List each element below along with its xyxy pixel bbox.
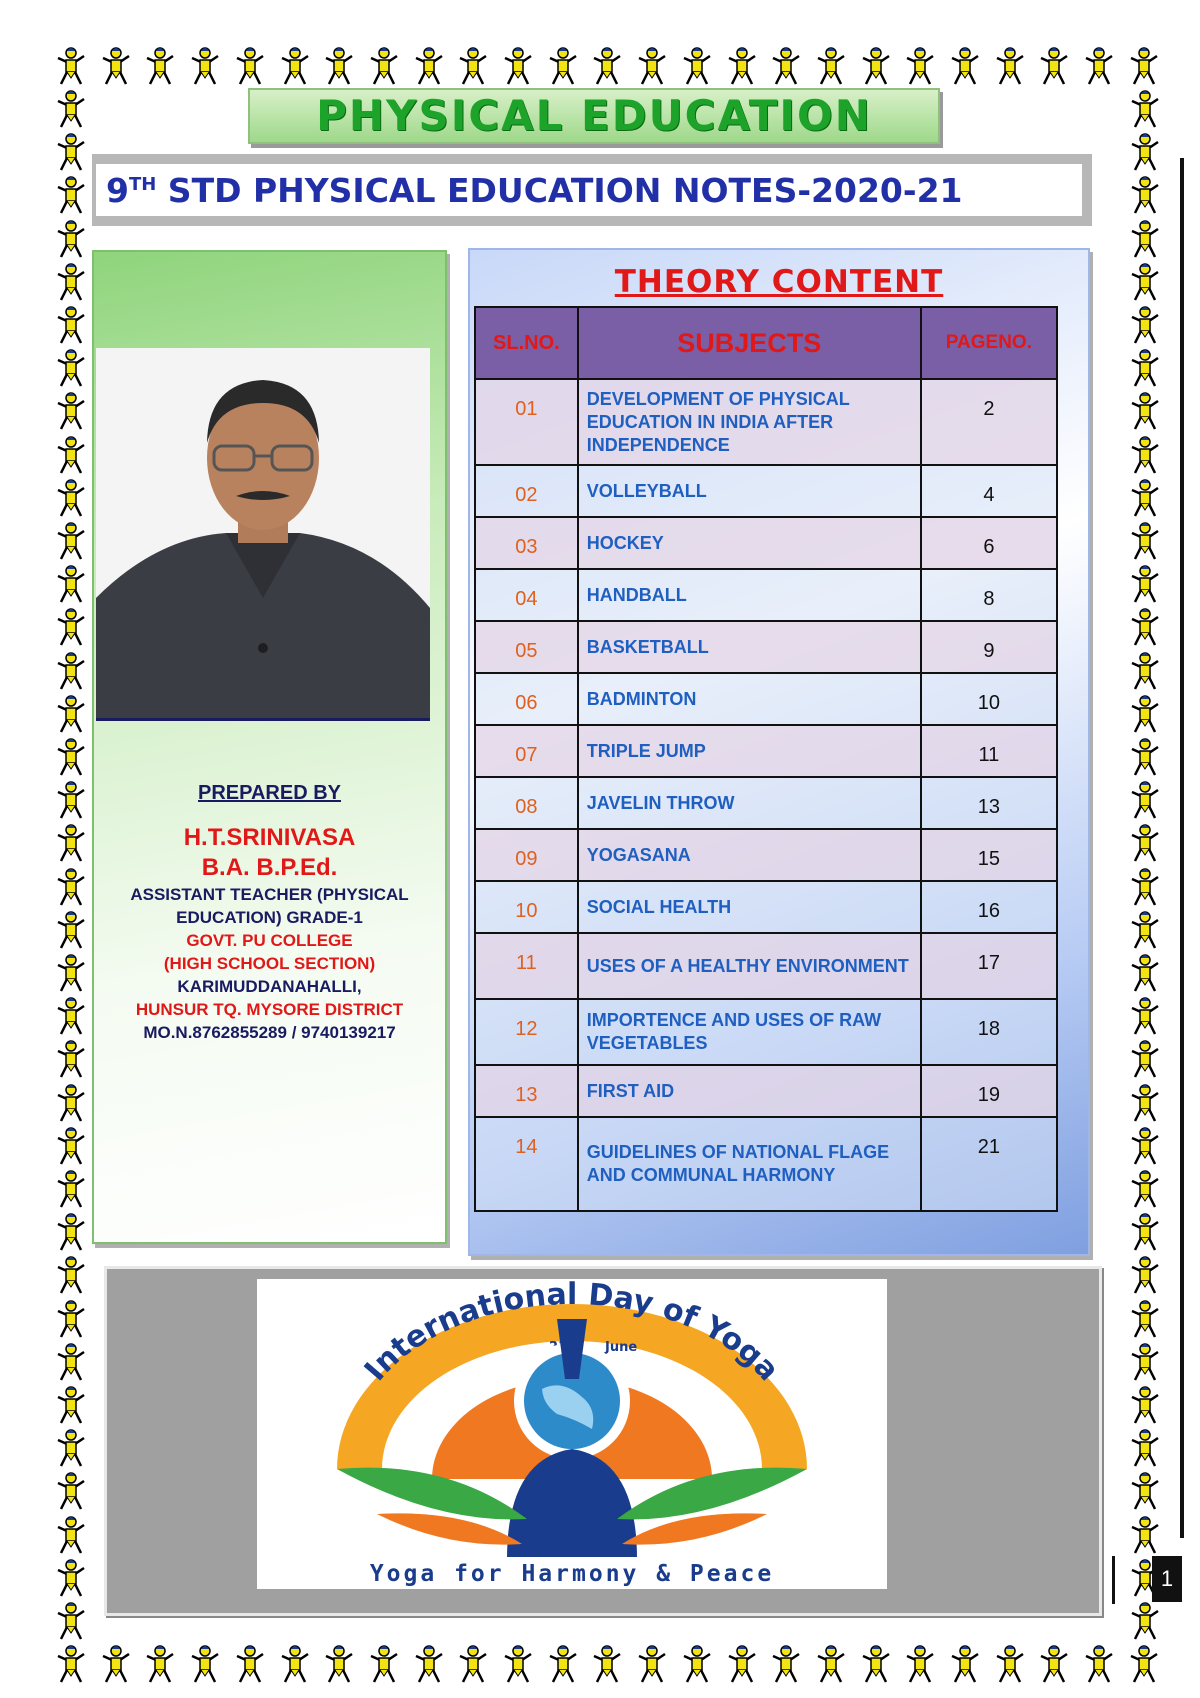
row-pageno: 4 xyxy=(921,465,1057,517)
row-slno: 13 xyxy=(475,1065,578,1117)
dancer-figure-icon xyxy=(635,46,669,86)
dancer-figure-icon xyxy=(1127,1644,1161,1684)
table-row xyxy=(475,933,1057,999)
dancer-figure-icon xyxy=(278,1644,312,1684)
row-pageno: 15 xyxy=(921,829,1057,881)
row-slno: 07 xyxy=(475,725,578,777)
dancer-figure-icon xyxy=(322,46,356,86)
dancer-figure-icon xyxy=(54,1428,88,1468)
theory-title: THEORY CONTENT xyxy=(614,264,944,300)
row-subject: TRIPLE JUMP xyxy=(578,725,921,777)
dancer-figure-icon xyxy=(1037,1644,1071,1684)
row-subject: BASKETBALL xyxy=(578,621,921,673)
row-pageno: 21 xyxy=(921,1117,1057,1211)
dancer-figure-icon xyxy=(54,953,88,993)
dancer-figure-icon xyxy=(54,1083,88,1123)
row-subject: GUIDELINES OF NATIONAL FLAGE AND COMMUNAL HARMONY xyxy=(578,1117,921,1211)
dancer-figure-icon xyxy=(54,1255,88,1295)
page-number-divider xyxy=(1112,1556,1115,1604)
dancer-figure-icon xyxy=(54,867,88,907)
dancer-figure-icon xyxy=(814,46,848,86)
author-photo xyxy=(96,348,430,721)
logo-arc-text: International Day of Yoga xyxy=(357,1279,786,1388)
dancer-figure-icon xyxy=(54,823,88,863)
row-pageno: 19 xyxy=(921,1065,1057,1117)
dancer-figure-icon xyxy=(54,780,88,820)
dancer-figure-icon xyxy=(99,1644,133,1684)
table-row xyxy=(475,379,1057,465)
dancer-figure-icon xyxy=(1128,305,1162,345)
dancer-figure-icon xyxy=(1128,737,1162,777)
dancer-figure-icon xyxy=(54,694,88,734)
dancer-figure-icon xyxy=(725,1644,759,1684)
contents-table xyxy=(474,306,1058,1212)
dancer-figure-icon xyxy=(1128,175,1162,215)
dancer-figure-icon xyxy=(54,1515,88,1555)
table-row xyxy=(475,673,1057,725)
table-row xyxy=(475,1117,1057,1211)
row-pageno: 8 xyxy=(921,569,1057,621)
dancer-figure-icon xyxy=(1128,1601,1162,1641)
dancer-figure-icon xyxy=(1128,435,1162,475)
dancer-figure-icon xyxy=(1128,867,1162,907)
dancer-figure-icon xyxy=(859,46,893,86)
table-row xyxy=(475,881,1057,933)
dancer-figure-icon xyxy=(54,1644,88,1684)
dancer-figure-icon xyxy=(903,46,937,86)
row-subject: USES OF A HEALTHY ENVIRONMENT xyxy=(578,933,921,999)
row-slno: 14 xyxy=(475,1117,578,1211)
dancer-figure-icon xyxy=(412,1644,446,1684)
table-row xyxy=(475,621,1057,673)
dancer-figure-icon xyxy=(1128,348,1162,388)
dancer-figure-icon xyxy=(54,1385,88,1425)
dancer-figure-icon xyxy=(54,132,88,172)
dancer-figure-icon xyxy=(1082,1644,1116,1684)
dancer-figure-icon xyxy=(1128,1126,1162,1166)
dancer-figure-icon xyxy=(188,1644,222,1684)
dancer-figure-icon xyxy=(54,1126,88,1166)
author-mobile: MO.N.8762855289 / 9740139217 xyxy=(143,1023,396,1042)
dancer-figure-icon xyxy=(993,46,1027,86)
row-slno: 12 xyxy=(475,999,578,1065)
dancer-figure-icon xyxy=(1128,1385,1162,1425)
right-margin-rule xyxy=(1180,158,1184,1538)
dancer-figure-icon xyxy=(1128,1083,1162,1123)
dancer-figure-icon xyxy=(54,910,88,950)
table-row xyxy=(475,465,1057,517)
dancer-figure-icon xyxy=(1037,46,1071,86)
yoga-day-box xyxy=(104,1266,1102,1616)
table-row xyxy=(475,999,1057,1065)
dancer-figure-icon xyxy=(54,46,88,86)
dancer-figure-icon xyxy=(456,46,490,86)
row-subject: IMPORTENCE AND USES OF RAW VEGETABLES xyxy=(578,999,921,1065)
title-banner xyxy=(248,88,940,144)
dancer-figure-icon xyxy=(859,1644,893,1684)
dancer-figure-icon xyxy=(1128,478,1162,518)
dancer-figure-icon xyxy=(412,46,446,86)
dancer-figure-icon xyxy=(590,1644,624,1684)
dancer-figure-icon xyxy=(725,46,759,86)
dancer-figure-icon xyxy=(1128,996,1162,1036)
row-subject: YOGASANA xyxy=(578,829,921,881)
row-slno: 09 xyxy=(475,829,578,881)
dancer-figure-icon xyxy=(143,46,177,86)
dancer-figure-icon xyxy=(1128,1299,1162,1339)
dancer-figure-icon xyxy=(54,89,88,129)
author-role-line1: ASSISTANT TEACHER (PHYSICAL xyxy=(130,885,409,904)
subtitle-box xyxy=(92,154,1092,226)
dancer-figure-icon xyxy=(1128,1471,1162,1511)
dancer-figure-icon xyxy=(54,1558,88,1598)
dancer-figure-icon xyxy=(54,262,88,302)
dancer-figure-icon xyxy=(1128,910,1162,950)
dancer-figure-icon xyxy=(233,46,267,86)
author-details xyxy=(94,782,445,1044)
dancer-figure-icon xyxy=(54,737,88,777)
dancer-figure-icon xyxy=(1128,1515,1162,1555)
table-row xyxy=(475,777,1057,829)
dancer-figure-icon xyxy=(54,348,88,388)
dancer-figure-icon xyxy=(1128,219,1162,259)
dancer-figure-icon xyxy=(635,1644,669,1684)
row-pageno: 10 xyxy=(921,673,1057,725)
dancer-figure-icon xyxy=(1128,262,1162,302)
dancer-figure-icon xyxy=(1128,564,1162,604)
dancer-figure-icon xyxy=(1128,953,1162,993)
theory-panel xyxy=(468,248,1090,1256)
dancer-figure-icon xyxy=(54,1299,88,1339)
row-pageno: 17 xyxy=(921,933,1057,999)
author-role-line2: EDUCATION) GRADE-1 xyxy=(176,908,363,927)
dancer-figure-icon xyxy=(188,46,222,86)
dancer-figure-icon xyxy=(54,1169,88,1209)
dancer-figure-icon xyxy=(769,1644,803,1684)
header-subjects: SUBJECTS xyxy=(578,307,921,379)
dancer-figure-icon xyxy=(1128,89,1162,129)
dancer-figure-icon xyxy=(1128,1255,1162,1295)
dancer-figure-icon xyxy=(1128,1342,1162,1382)
dancer-figure-icon xyxy=(54,1601,88,1641)
yoga-day-logo xyxy=(257,1279,887,1589)
dancer-figure-icon xyxy=(456,1644,490,1684)
dancer-figure-icon xyxy=(1128,1428,1162,1468)
dancer-figure-icon xyxy=(1128,521,1162,561)
dancer-figure-icon xyxy=(54,478,88,518)
dancer-figure-icon xyxy=(54,521,88,561)
author-section: (HIGH SCHOOL SECTION) xyxy=(163,954,376,973)
row-slno: 05 xyxy=(475,621,578,673)
dancer-figure-icon xyxy=(54,219,88,259)
row-pageno: 11 xyxy=(921,725,1057,777)
row-pageno: 2 xyxy=(921,379,1057,465)
dancer-figure-icon xyxy=(546,1644,580,1684)
dancer-figure-icon xyxy=(590,46,624,86)
row-subject: HANDBALL xyxy=(578,569,921,621)
dancer-figure-icon xyxy=(1128,780,1162,820)
row-subject: SOCIAL HEALTH xyxy=(578,881,921,933)
dancer-figure-icon xyxy=(54,1039,88,1079)
row-slno: 06 xyxy=(475,673,578,725)
table-row xyxy=(475,517,1057,569)
author-qualification: B.A. B.P.Ed. xyxy=(201,854,338,881)
dancer-figure-icon xyxy=(233,1644,267,1684)
row-pageno: 9 xyxy=(921,621,1057,673)
dancer-figure-icon xyxy=(1128,651,1162,691)
table-row xyxy=(475,829,1057,881)
row-subject: FIRST AID xyxy=(578,1065,921,1117)
dancer-figure-icon xyxy=(501,1644,535,1684)
table-header-row xyxy=(475,307,1057,379)
dancer-figure-icon xyxy=(993,1644,1027,1684)
dancer-figure-icon xyxy=(1082,46,1116,86)
row-pageno: 18 xyxy=(921,999,1057,1065)
dancer-figure-icon xyxy=(1128,1169,1162,1209)
author-district: HUNSUR TQ. MYSORE DISTRICT xyxy=(135,1000,404,1019)
row-subject: BADMINTON xyxy=(578,673,921,725)
dancer-figure-icon xyxy=(680,46,714,86)
row-slno: 01 xyxy=(475,379,578,465)
logo-tagline: Yoga for Harmony & Peace xyxy=(369,1561,775,1587)
dancer-figure-icon xyxy=(54,651,88,691)
dancer-figure-icon xyxy=(1128,694,1162,734)
dancer-figure-icon xyxy=(546,46,580,86)
row-slno: 03 xyxy=(475,517,578,569)
dancer-figure-icon xyxy=(680,1644,714,1684)
author-panel xyxy=(92,250,447,1244)
dancer-figure-icon xyxy=(1128,132,1162,172)
row-subject: JAVELIN THROW xyxy=(578,777,921,829)
author-village: KARIMUDDANAHALLI, xyxy=(177,977,362,996)
document-subtitle: 9TH STD PHYSICAL EDUCATION NOTES-2020-21 xyxy=(106,170,963,210)
dancer-figure-icon xyxy=(99,46,133,86)
author-college: GOVT. PU COLLEGE xyxy=(186,931,353,950)
row-subject: VOLLEYBALL xyxy=(578,465,921,517)
row-slno: 08 xyxy=(475,777,578,829)
dancer-figure-icon xyxy=(54,607,88,647)
dancer-figure-icon xyxy=(54,1471,88,1511)
dancer-figure-icon xyxy=(367,1644,401,1684)
page-number: 1 xyxy=(1152,1556,1182,1602)
row-pageno: 6 xyxy=(921,517,1057,569)
row-slno: 04 xyxy=(475,569,578,621)
dancer-figure-icon xyxy=(367,46,401,86)
table-row xyxy=(475,569,1057,621)
dancer-figure-icon xyxy=(54,305,88,345)
dancer-figure-icon xyxy=(769,46,803,86)
dancer-figure-icon xyxy=(1128,391,1162,431)
prepared-by-label: PREPARED BY xyxy=(198,782,341,804)
row-subject: DEVELOPMENT OF PHYSICAL EDUCATION IN INDIA AFTER INDEPENDENCE xyxy=(578,379,921,465)
dancer-figure-icon xyxy=(143,1644,177,1684)
dancer-figure-icon xyxy=(1128,823,1162,863)
dancer-figure-icon xyxy=(501,46,535,86)
dancer-figure-icon xyxy=(54,1212,88,1252)
row-slno: 10 xyxy=(475,881,578,933)
row-slno: 11 xyxy=(475,933,578,999)
dancer-figure-icon xyxy=(54,175,88,215)
logo-date-month: June xyxy=(605,1340,638,1355)
dancer-figure-icon xyxy=(1128,1212,1162,1252)
page-title: PHYSICAL EDUCATION xyxy=(316,91,872,140)
dancer-figure-icon xyxy=(54,996,88,1036)
row-subject: HOCKEY xyxy=(578,517,921,569)
header-slno: SL.NO. xyxy=(475,307,578,379)
dancer-figure-icon xyxy=(54,391,88,431)
table-row xyxy=(475,1065,1057,1117)
dancer-figure-icon xyxy=(322,1644,356,1684)
dancer-figure-icon xyxy=(1128,607,1162,647)
row-slno: 02 xyxy=(475,465,578,517)
dancer-figure-icon xyxy=(814,1644,848,1684)
dancer-figure-icon xyxy=(54,435,88,475)
header-pageno: PAGENO. xyxy=(921,307,1057,379)
dancer-figure-icon xyxy=(1128,1039,1162,1079)
dancer-figure-icon xyxy=(903,1644,937,1684)
dancer-figure-icon xyxy=(948,1644,982,1684)
dancer-figure-icon xyxy=(948,46,982,86)
author-name: H.T.SRINIVASA xyxy=(183,824,356,851)
dancer-figure-icon xyxy=(278,46,312,86)
row-pageno: 16 xyxy=(921,881,1057,933)
dancer-figure-icon xyxy=(54,564,88,604)
row-pageno: 13 xyxy=(921,777,1057,829)
dancer-figure-icon xyxy=(1127,46,1161,86)
dancer-figure-icon xyxy=(54,1342,88,1382)
table-row xyxy=(475,725,1057,777)
